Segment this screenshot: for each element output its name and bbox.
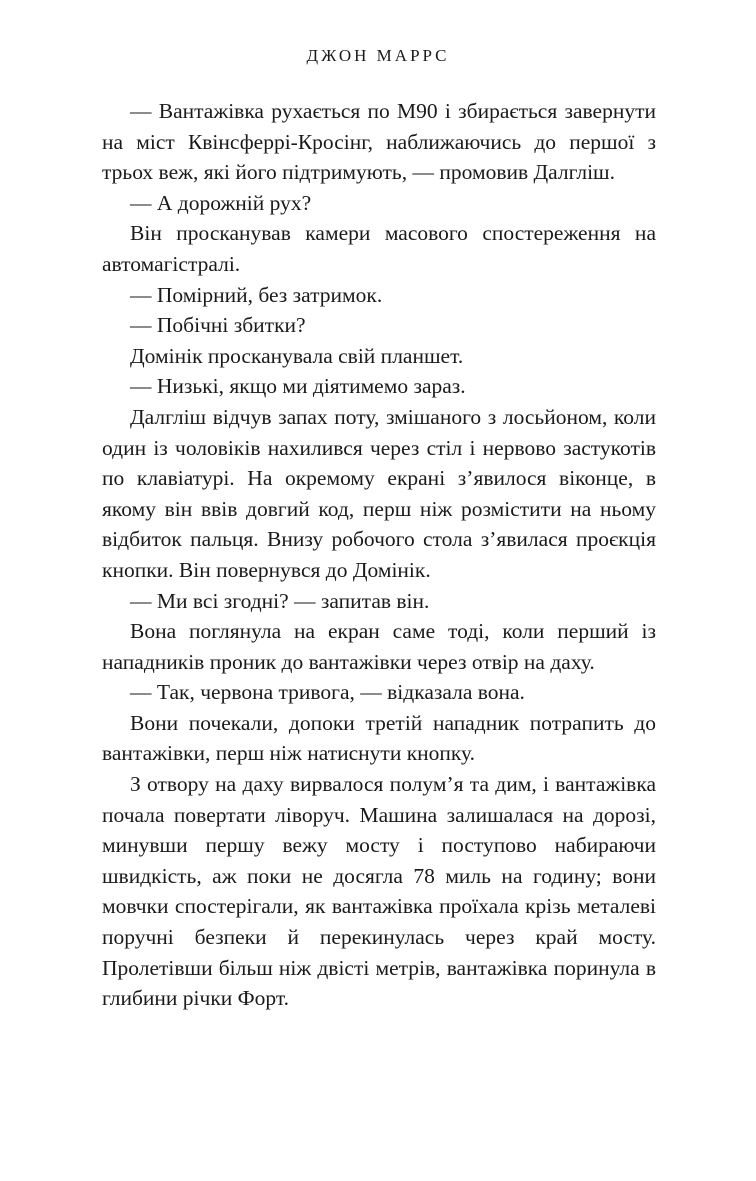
paragraph-2: — А дорожній рух? (130, 190, 312, 215)
paragraph-12: Вони почекали, допоки третій нападник потрапить до вантажівки, перш ніж натиснути кнопку. (102, 710, 656, 766)
paragraph-7: — Низькі, якщо ми діятимемо зараз. (130, 374, 466, 399)
paragraph-8: Далгліш відчув запах поту, змішаного з лосьйоном, коли один із чоловіків нахилився через стіл і нервово застукотів по клавіатурі. На окремому екрані з’явилося віконце, в якому він ввів довгий код, перш ніж розмістити на ньому відбиток пальця. Внизу робочого стола з’явилася проєкція кнопки. Він повернувся до Домінік. (102, 404, 656, 582)
paragraph-1: — Вантажівка рухається по M90 і збирається завернути на міст Квінсферрі-Кросінг, наближаючись до першої з трьох веж, які його підтримують, — промовив Далгліш. (102, 99, 656, 185)
paragraph-13: З отвору на даху вирвалося полум’я та дим, і вантажівка почала повертати ліворуч. Машина залишалася на дорозі, минувши першу вежу мосту і поступово набираючи швидкість, аж поки не досягла 78 миль на годину; вони мовчки спостерігали, як вантажівка проїхала крізь металеві поручні безпеки й перекинулась через край мосту. Пролетівши більш ніж двісті метрів, вантажівка поринула в глибини річки Форт. (102, 772, 656, 1011)
paragraph-6: Домінік просканувала свій планшет. (130, 343, 464, 368)
running-header-author: ДЖОН МАРРС (306, 46, 450, 65)
paragraph-11: — Так, червона тривога, — відказала вона. (130, 680, 525, 705)
paragraph-10: Вона поглянула на екран саме тоді, коли перший із нападників проник до вантажівки через отвір на даху. (102, 619, 656, 674)
body-text (102, 96, 656, 1014)
paragraph-5: — Побічні збитки? (130, 313, 306, 338)
paragraph-9: — Ми всі згодні? — запитав він. (130, 588, 430, 613)
paragraph-3: Він просканував камери масового спостереження на автомагістралі. (102, 221, 656, 276)
paragraph-4: — Помірний, без затримок. (130, 282, 383, 307)
